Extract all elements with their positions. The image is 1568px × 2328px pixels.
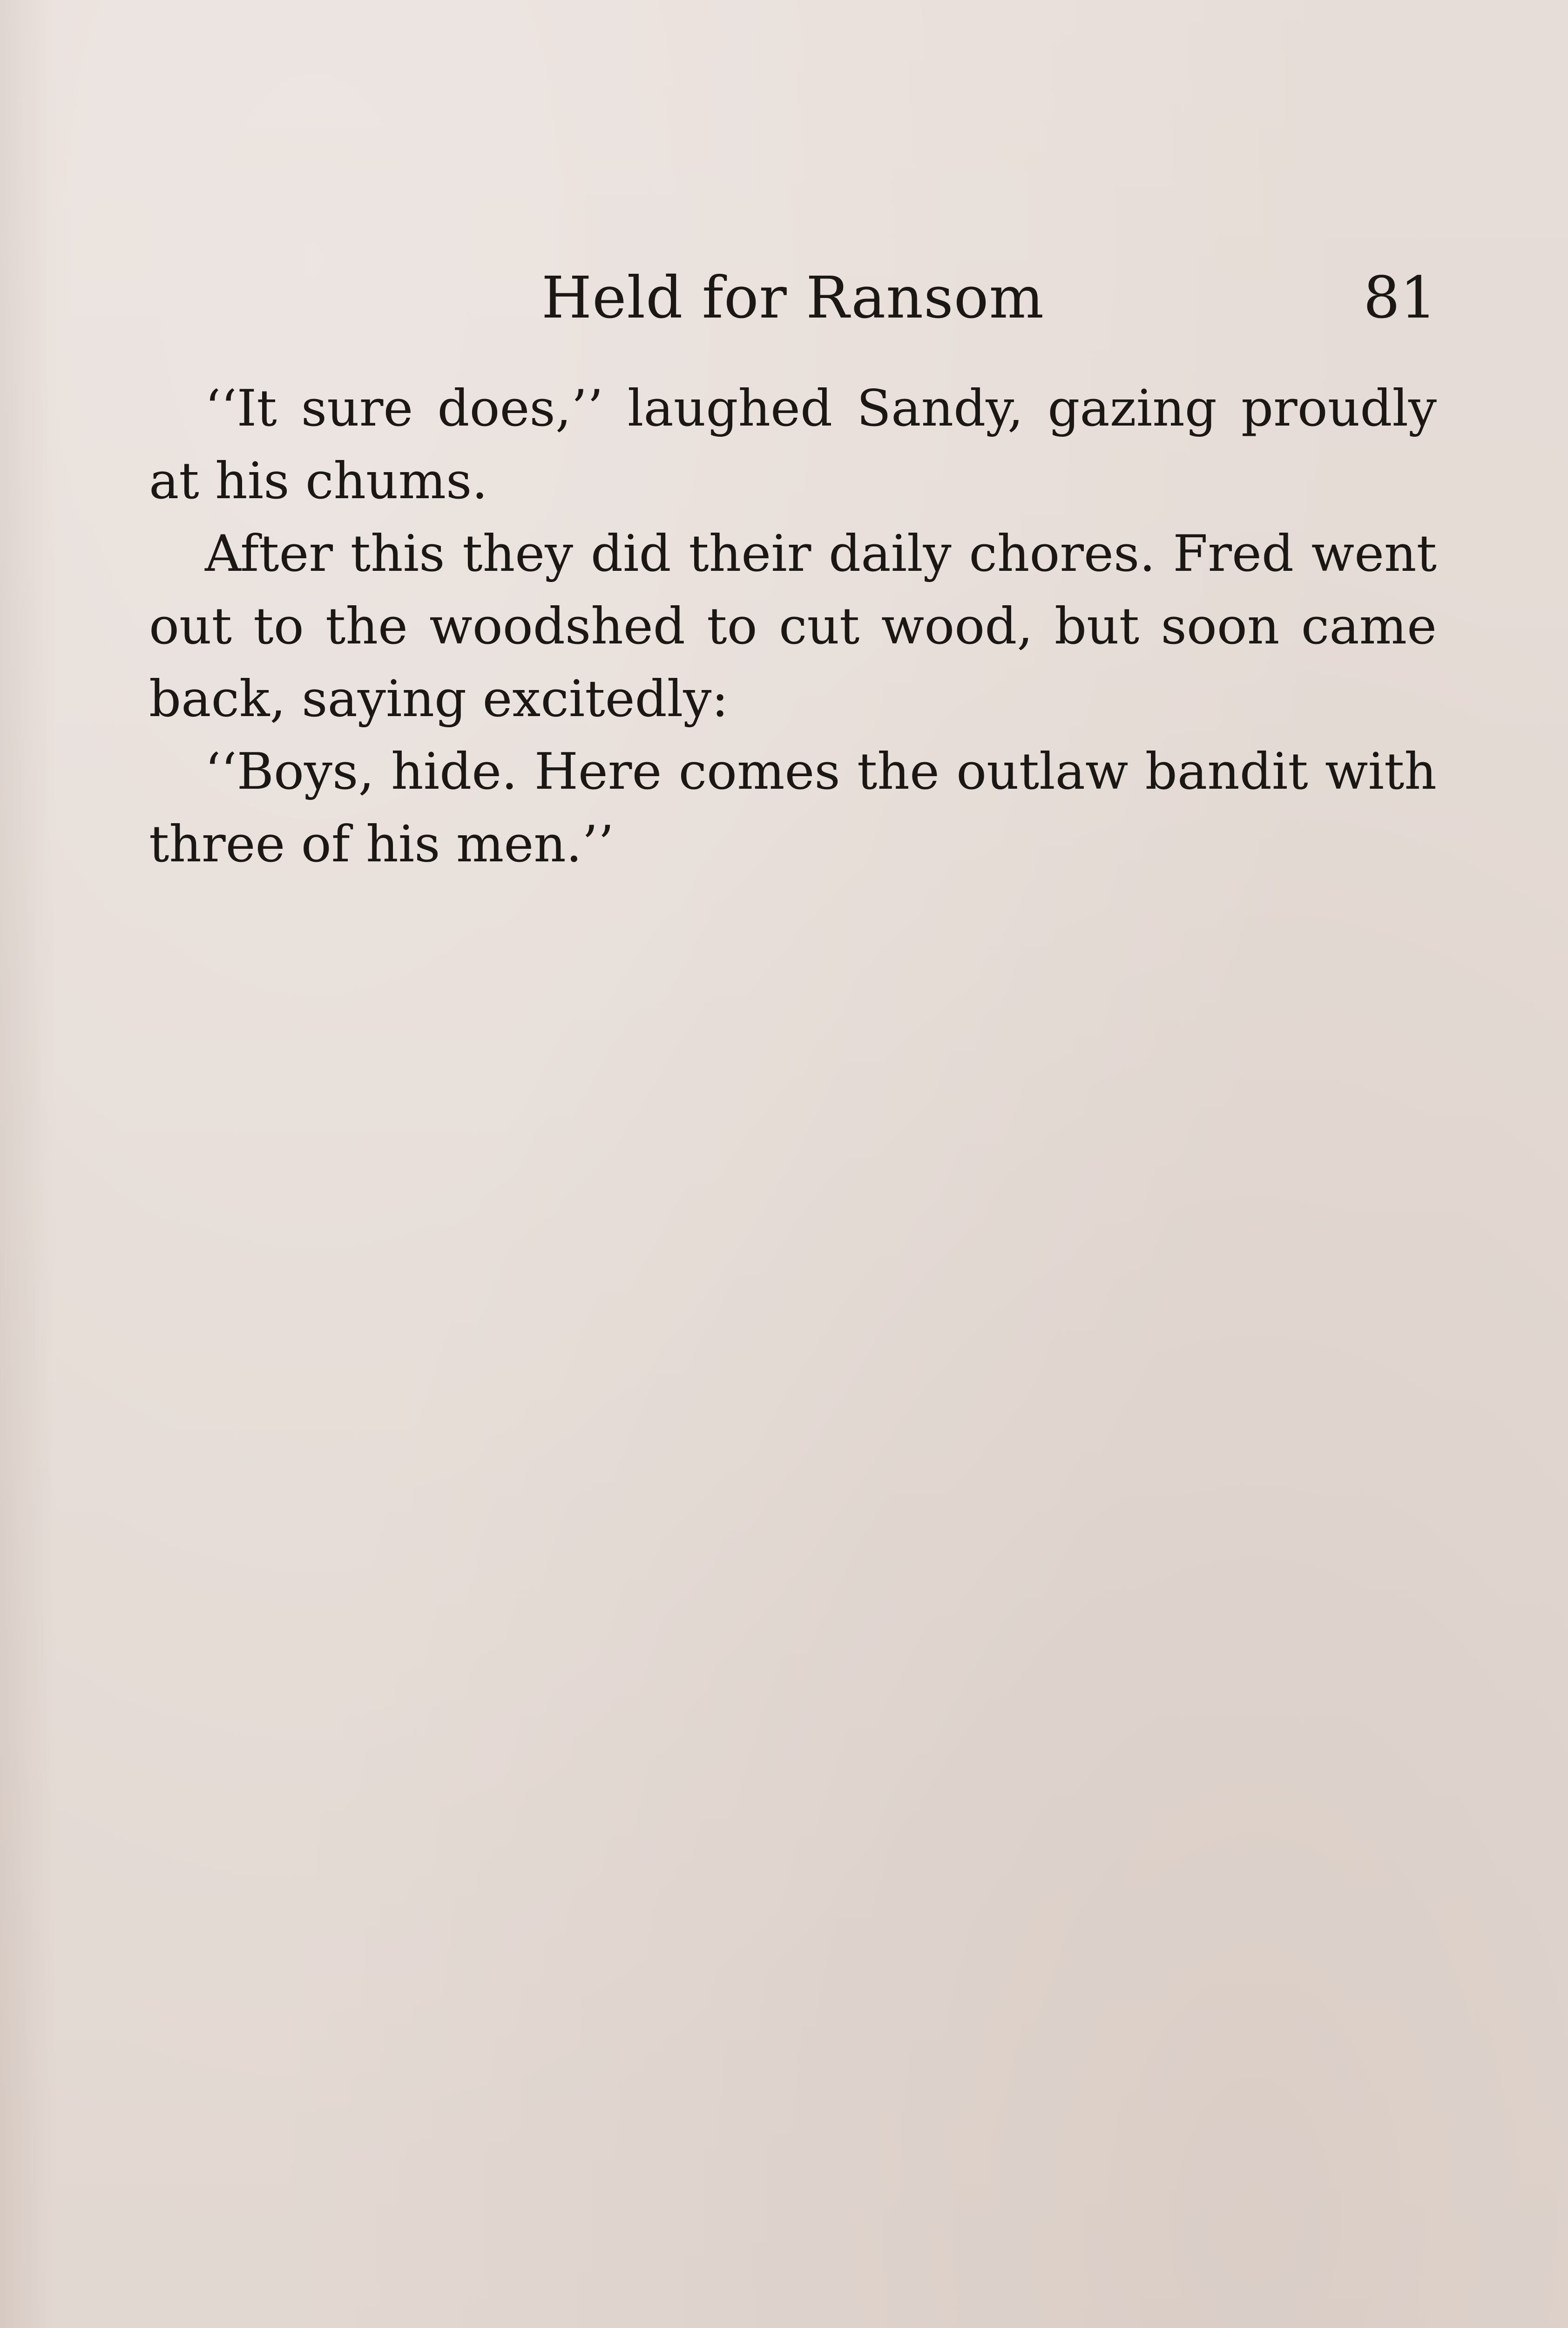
body-text — [149, 372, 1437, 881]
page-number: 81 — [1363, 264, 1437, 332]
paragraph: ‘‘Boys, hide. Here comes the outlaw bandit with three of his men.’’ — [149, 743, 1437, 873]
paragraph: After this they did their daily chores. Fred went out to the woodshed to cut wood, but soon came back, saying excitedly: — [149, 525, 1437, 728]
running-title: Held for Ransom — [541, 264, 1045, 332]
page-header — [149, 261, 1437, 335]
paragraph: ‘‘It sure does,’’ laughed Sandy, gazing proudly at his chums. — [149, 379, 1437, 510]
